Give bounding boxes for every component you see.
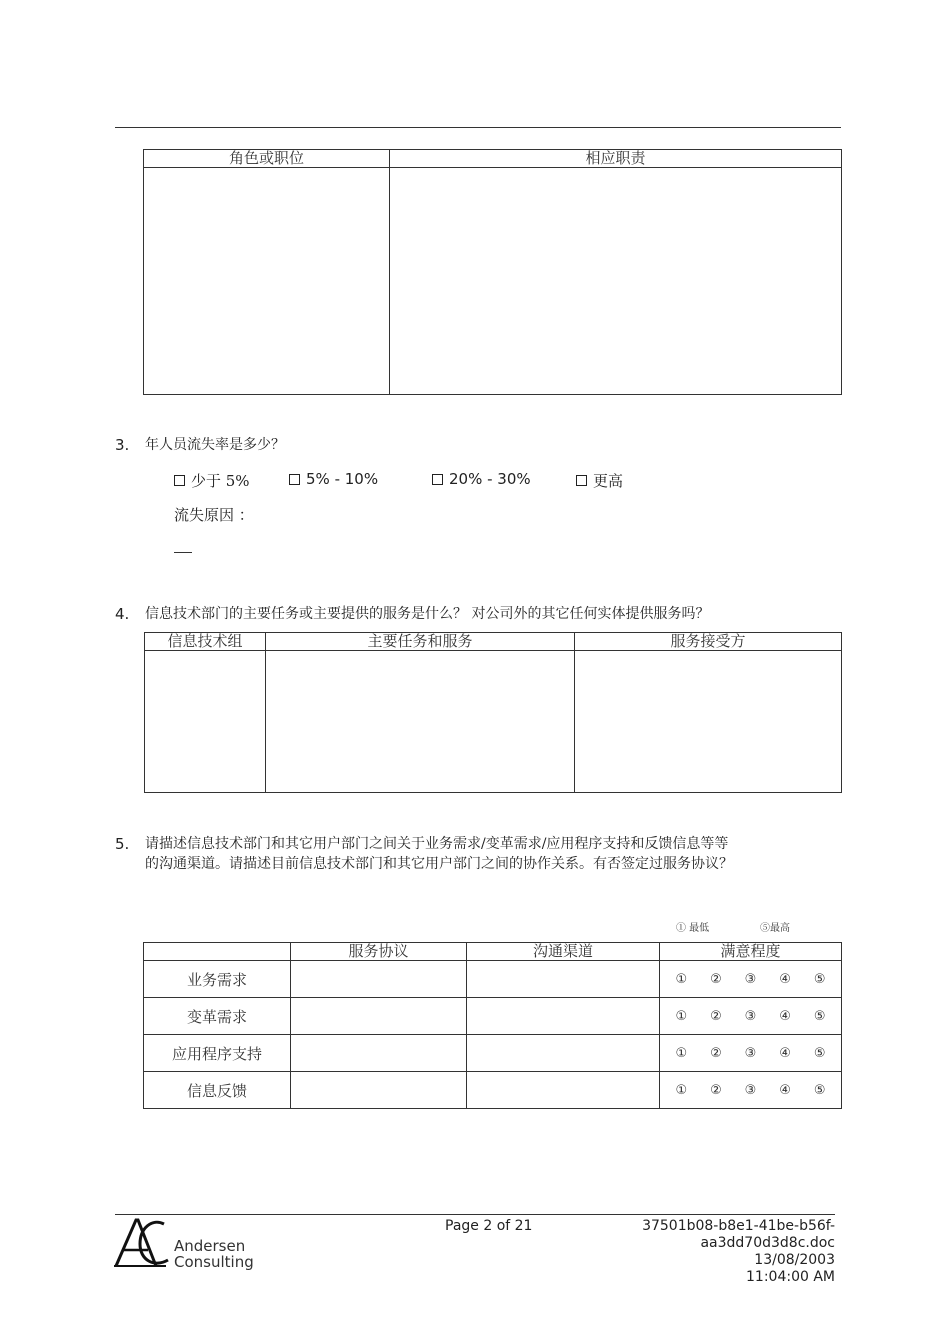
q5-text-line2: 的沟通渠道。请描述目前信息技术部门和其它用户部门之间的协作关系。有否签定过服务协议？ (145, 856, 733, 872)
footer-rule (115, 1214, 835, 1215)
it-services-table (144, 632, 842, 793)
rating-3[interactable]: ③ (744, 1082, 757, 1098)
q3-text: 年人员流失率是多少？ (145, 437, 285, 453)
comm-header-blank (144, 943, 291, 961)
comm-cell-agreement[interactable] (291, 1035, 467, 1072)
comm-cell-channel[interactable] (467, 961, 660, 998)
comm-cell-channel[interactable] (467, 1035, 660, 1072)
rating-2[interactable]: ② (710, 971, 722, 987)
comm-cell-satisfaction (660, 961, 842, 998)
roles-table (143, 149, 842, 395)
q3-option-2-label: 5% - 10% (306, 470, 379, 488)
rating-5[interactable]: ⑤ (813, 971, 826, 987)
rating-3[interactable]: ③ (744, 1008, 757, 1024)
it-header-group: 信息技术组 (145, 633, 266, 651)
q5-text-line1: 请描述信息技术部门和其它用户部门之间关于业务需求/变革需求/应用程序支持和反馈信息等等 (145, 836, 729, 852)
checkbox-icon[interactable] (174, 475, 185, 486)
comm-header-channel: 沟通渠道 (467, 943, 660, 961)
table-row (144, 1072, 842, 1109)
comm-row-label: 业务需求 (144, 961, 291, 998)
rating-2[interactable]: ② (710, 1082, 722, 1098)
doc-meta (642, 1218, 835, 1286)
table-row (144, 961, 842, 998)
header-rule (115, 127, 841, 128)
rating-5[interactable]: ⑤ (813, 1008, 826, 1024)
q3-option-3-label: 20% - 30% (449, 470, 531, 488)
q3-option-3[interactable] (432, 470, 531, 488)
rating-5[interactable]: ⑤ (813, 1082, 826, 1098)
comm-row-label: 应用程序支持 (144, 1035, 291, 1072)
it-header-recipients: 服务接受方 (575, 633, 842, 651)
comm-row-label: 信息反馈 (144, 1072, 291, 1109)
q3-option-1[interactable] (174, 470, 250, 491)
q3-number: 3. (115, 436, 130, 454)
rating-4[interactable]: ④ (779, 1082, 791, 1098)
q3-option-4[interactable] (576, 470, 623, 491)
rating-4[interactable]: ④ (779, 971, 791, 987)
legend-low: ① 最低 (676, 923, 710, 934)
q4-number: 4. (115, 605, 130, 623)
rating-1[interactable]: ① (675, 1008, 688, 1024)
rating-1[interactable]: ① (675, 1045, 688, 1061)
comm-cell-channel[interactable] (467, 1072, 660, 1109)
rating-2[interactable]: ② (710, 1008, 722, 1024)
logo-text (174, 1238, 254, 1270)
q3-option-1-label: 少于 5% (191, 472, 250, 490)
roles-cell-role[interactable] (144, 168, 390, 395)
rating-1[interactable]: ① (675, 1082, 688, 1098)
roles-header-role: 角色或职位 (144, 150, 390, 168)
comm-cell-agreement[interactable] (291, 1072, 467, 1109)
it-header-tasks: 主要任务和服务 (266, 633, 575, 651)
comm-header-agreement: 服务协议 (291, 943, 467, 961)
roles-header-duty: 相应职责 (390, 150, 842, 168)
logo-line2: Consulting (174, 1253, 254, 1271)
it-cell-tasks[interactable] (266, 651, 575, 793)
comm-row-label: 变革需求 (144, 998, 291, 1035)
it-cell-recipients[interactable] (575, 651, 842, 793)
checkbox-icon[interactable] (576, 475, 587, 486)
roles-cell-duty[interactable] (390, 168, 842, 395)
doc-time: 11:04:00 AM (746, 1269, 835, 1285)
doc-date: 13/08/2003 (754, 1252, 835, 1268)
it-cell-group[interactable] (145, 651, 266, 793)
comm-cell-satisfaction (660, 1035, 842, 1072)
q3-reason-input-line[interactable] (174, 552, 192, 553)
rating-3[interactable]: ③ (744, 971, 757, 987)
table-row (144, 1035, 842, 1072)
comm-cell-channel[interactable] (467, 998, 660, 1035)
q3-option-4-label: 更高 (593, 472, 624, 490)
comm-cell-satisfaction (660, 1072, 842, 1109)
andersen-logo-icon (114, 1216, 174, 1270)
legend-high: ⑤最高 (760, 923, 790, 934)
rating-1[interactable]: ① (675, 971, 688, 987)
checkbox-icon[interactable] (432, 474, 443, 485)
q5-number: 5. (115, 835, 130, 853)
comm-cell-agreement[interactable] (291, 998, 467, 1035)
comm-cell-agreement[interactable] (291, 961, 467, 998)
doc-id-line1: 37501b08-b8e1-41be-b56f- (642, 1218, 835, 1234)
communication-table (143, 942, 842, 1109)
q4-text: 信息技术部门的主要任务或主要提供的服务是什么？ 对公司外的其它任何实体提供服务吗？ (145, 606, 710, 622)
comm-header-satisfaction: 满意程度 (660, 943, 842, 961)
checkbox-icon[interactable] (289, 474, 300, 485)
doc-id-line2: aa3dd70d3d8c.doc (700, 1235, 835, 1251)
rating-4[interactable]: ④ (779, 1045, 791, 1061)
comm-cell-satisfaction (660, 998, 842, 1035)
rating-3[interactable]: ③ (744, 1045, 757, 1061)
rating-2[interactable]: ② (710, 1045, 722, 1061)
page-number: Page 2 of 21 (445, 1218, 533, 1234)
rating-4[interactable]: ④ (779, 1008, 791, 1024)
q3-reason-label: 流失原因 ： (174, 506, 254, 524)
logo-line1: Andersen (174, 1237, 246, 1255)
table-row (144, 998, 842, 1035)
q3-option-2[interactable] (289, 470, 378, 488)
rating-5[interactable]: ⑤ (813, 1045, 826, 1061)
